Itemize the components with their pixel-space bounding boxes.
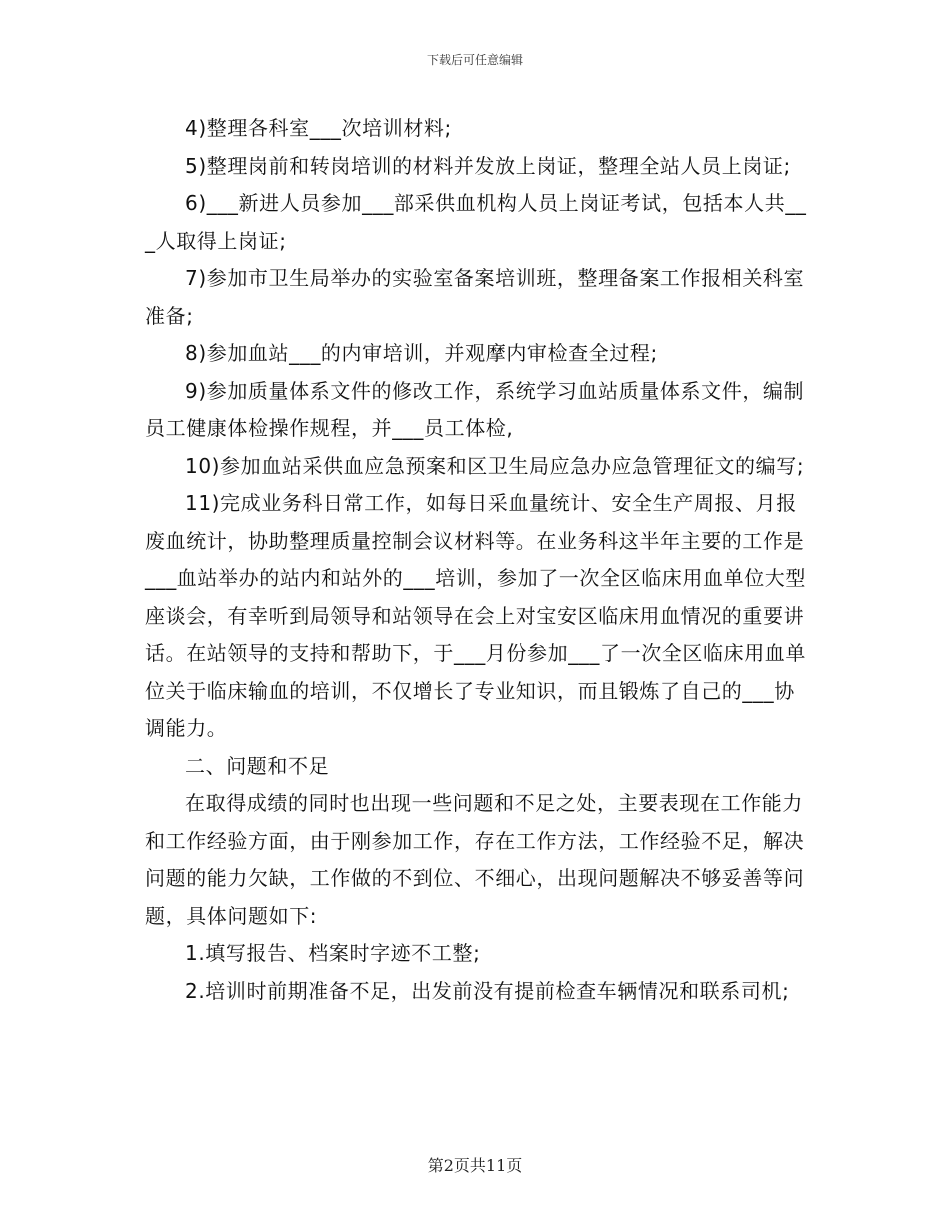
paragraph-item-4: 4)整理各科室___次培训材料; [185, 116, 452, 140]
document-body [145, 110, 810, 1010]
paragraph-item-10: 10)参加血站采供血应急预案和区卫生局应急办应急管理征文的编写; [185, 453, 805, 478]
paragraph-problems-intro: 在取得成绩的同时也出现一些问题和不足之处，主要表现在工作能力和工作经验方面，由于刚参加工作，存在工作方法，工作经验不足，解决问题的能力欠缺，工作做的不到位、不细心，出现问题解决不够妥善等问题，具体问题如下: [145, 791, 805, 928]
problem-item-1: 1.填写报告、档案时字迹不工整; [185, 941, 481, 965]
paragraph-item-9: 9)参加质量体系文件的修改工作，系统学习血站质量体系文件，编制员工健康体检操作规程，并___员工体检, [145, 378, 805, 440]
page-header: 下载后可任意编辑 [426, 53, 523, 67]
page-number: 第2页共11页 [427, 1156, 523, 1175]
paragraph-item-5: 5)整理岗前和转岗培训的材料并发放上岗证，整理全站人员上岗证; [185, 153, 791, 178]
section-heading-problems: 二、问题和不足 [185, 753, 330, 778]
paragraph-item-8: 8)参加血站___的内审培训，并观摩内审检查全过程; [185, 341, 658, 365]
paragraph-item-11: 11)完成业务科日常工作，如每日采血量统计、安全生产周报、月报废血统计，协助整理质量控制会议材料等。在业务科这半年主要的工作是___血站举办的站内和站外的___培训，参加了一次全区临床用血单位大型座谈会，有幸听到局领导和站领导在会上对宝安区临床用血情况的重要讲话。在站领导的支持和帮助下，于___月份参加___了一次全区临床用血单位关于临床输血的培训，不仅增长了专业知识，而且锻炼了自己的___协调能力。 [145, 491, 806, 740]
paragraph-item-6: 6)___新进人员参加___部采供血机构人员上岗证考试，包括本人共___人取得上岗证; [145, 191, 807, 253]
problem-item-2: 2.培训时前期准备不足，出发前没有提前检查车辆情况和联系司机; [185, 978, 790, 1003]
paragraph-item-7: 7)参加市卫生局举办的实验室备案培训班，整理备案工作报相关科室准备; [145, 266, 805, 328]
